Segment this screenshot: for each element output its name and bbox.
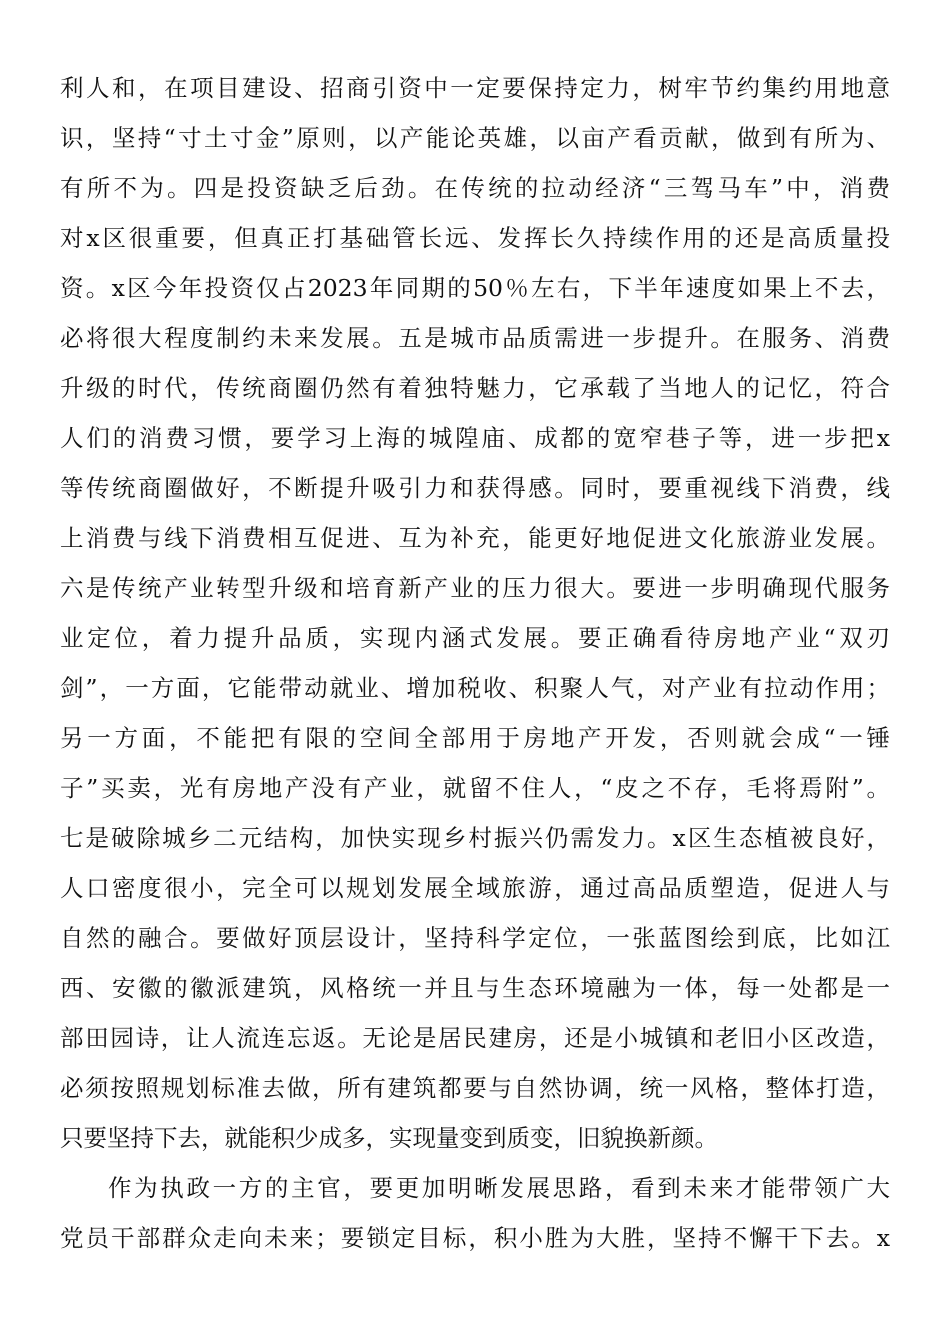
paragraph-line: 必须按照规划标准去做，所有建筑都要与自然协调，统一风格，整体打造， xyxy=(60,1074,890,1102)
paragraph-line: 人口密度很小，完全可以规划发展全域旅游，通过高品质塑造，促进人与 xyxy=(60,874,890,902)
paragraph-line: 上消费与线下消费相互促进、互为补充，能更好地促进文化旅游业发展。 xyxy=(60,524,890,552)
paragraph-line: 另一方面，不能把有限的空间全部用于房地产开发，否则就会成“一锤 xyxy=(60,724,890,752)
paragraph-line: 必将很大程度制约未来发展。五是城市品质需进一步提升。在服务、消费 xyxy=(60,324,890,352)
paragraph-line: 利人和，在项目建设、招商引资中一定要保持定力，树牢节约集约用地意 xyxy=(60,74,890,102)
paragraph-line: 七是破除城乡二元结构，加快实现乡村振兴仍需发力。x区生态植被良好， xyxy=(60,824,890,852)
paragraph-line: 升级的时代，传统商圈仍然有着独特魅力，它承载了当地人的记忆，符合 xyxy=(60,374,890,402)
paragraph-line: 西、安徽的徽派建筑，风格统一并且与生态环境融为一体，每一处都是一 xyxy=(60,974,890,1002)
paragraph-line: 部田园诗，让人流连忘返。无论是居民建房，还是小城镇和老旧小区改造， xyxy=(60,1024,890,1052)
paragraph-line: 等传统商圈做好，不断提升吸引力和获得感。同时，要重视线下消费，线 xyxy=(60,474,890,502)
paragraph-line: 对x区很重要，但真正打基础管长远、发挥长久持续作用的还是高质量投 xyxy=(60,224,890,252)
paragraph-line: 有所不为。四是投资缺乏后劲。在传统的拉动经济“三驾马车”中，消费 xyxy=(60,174,890,202)
paragraph-line: 业定位，着力提升品质，实现内涵式发展。要正确看待房地产业“双刃 xyxy=(60,624,890,652)
paragraph-line: 作为执政一方的主官，要更加明晰发展思路，看到未来才能带领广大 xyxy=(108,1174,890,1202)
paragraph-line: 子”买卖，光有房地产没有产业，就留不住人，“皮之不存，毛将焉附”。 xyxy=(60,774,890,802)
paragraph-line: 人们的消费习惯，要学习上海的城隍庙、成都的宽窄巷子等，进一步把x xyxy=(60,424,890,452)
paragraph-line: 资。x区今年投资仅占2023年同期的50％左右，下半年速度如果上不去， xyxy=(60,274,890,302)
paragraph-line: 六是传统产业转型升级和培育新产业的压力很大。要进一步明确现代服务 xyxy=(60,574,890,602)
paragraph-line: 识，坚持“寸土寸金”原则，以产能论英雄，以亩产看贡献，做到有所为、 xyxy=(60,124,890,152)
paragraph-line: 自然的融合。要做好顶层设计，坚持科学定位，一张蓝图绘到底，比如江 xyxy=(60,924,890,952)
paragraph-line: 党员干部群众走向未来；要锁定目标，积小胜为大胜，坚持不懈干下去。x xyxy=(60,1224,890,1252)
paragraph-line: 只要坚持下去，就能积少成多，实现量变到质变，旧貌换新颜。 xyxy=(60,1124,718,1152)
paragraph-line: 剑”，一方面，它能带动就业、增加税收、积聚人气，对产业有拉动作用； xyxy=(60,674,890,702)
